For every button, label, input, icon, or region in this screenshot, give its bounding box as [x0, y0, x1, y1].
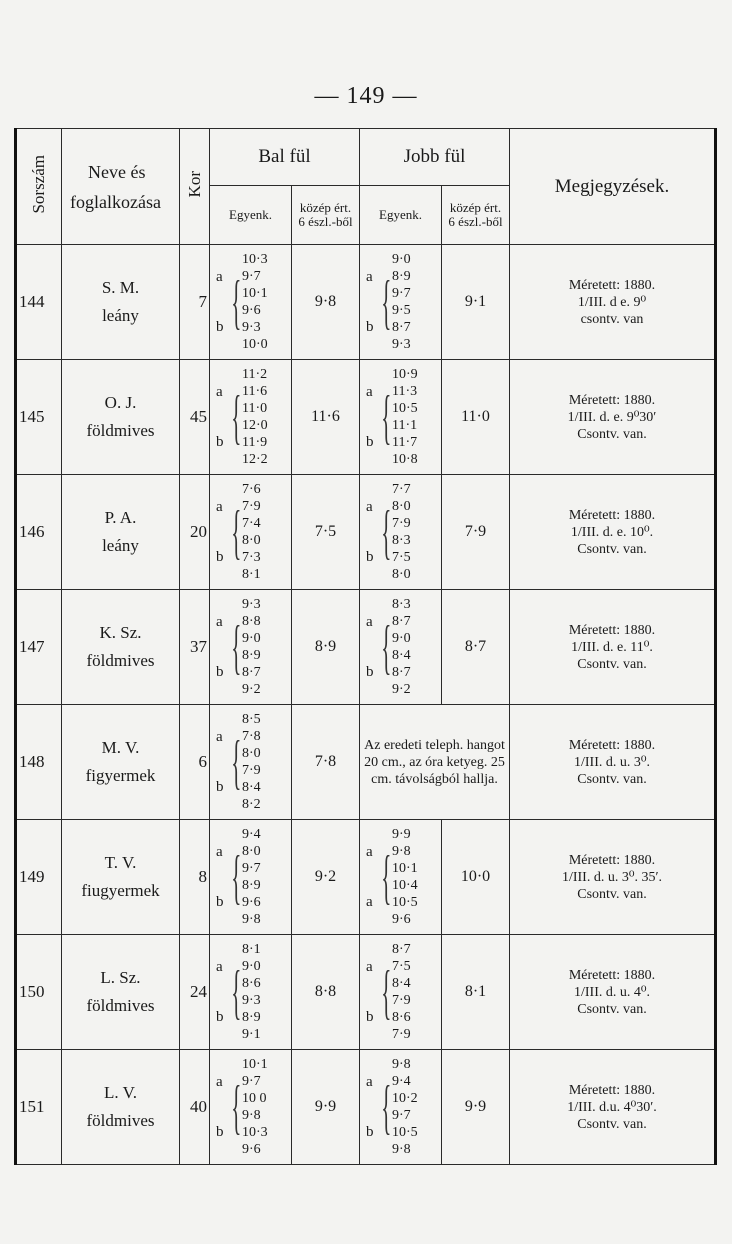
measurement-value: 11·1: [392, 418, 418, 433]
left-average: 11·6: [292, 360, 360, 475]
measurement-value: 7·5: [392, 550, 411, 565]
ear-label: a: [366, 843, 373, 860]
measurement-value: 9·3: [242, 993, 261, 1008]
measurement-value: 8·7: [392, 942, 411, 957]
left-measurements: [210, 245, 292, 360]
row-number: 147: [16, 590, 62, 705]
measurement-value: 9·1: [242, 1027, 261, 1042]
brace-icon: {: [381, 844, 392, 910]
person-initials: O. J.: [104, 393, 137, 412]
header-kor: Kor: [180, 129, 210, 245]
measurement-value: 8·4: [242, 780, 261, 795]
ear-label: a: [366, 1073, 373, 1090]
measurement-value: 8·1: [242, 942, 261, 957]
remark-line: 1/III. d.u. 4⁰30′.: [567, 1099, 657, 1115]
hearing-test-table: [14, 128, 717, 1165]
brace-icon: {: [381, 499, 392, 565]
measurement-value: 9·7: [392, 286, 411, 301]
remark-line: Méretett: 1880.: [568, 1082, 656, 1098]
measurement-value: 9·7: [242, 1074, 261, 1089]
remark: [510, 245, 716, 360]
measurement-value: 8·8: [242, 614, 261, 629]
left-measurements: [210, 360, 292, 475]
person-cell: [62, 475, 180, 590]
measurement-value: 12·2: [242, 452, 268, 467]
ear-label: b: [216, 548, 224, 565]
brace-icon: {: [231, 1074, 242, 1140]
measurement-value: 9·8: [242, 1108, 261, 1123]
row-number: 149: [16, 820, 62, 935]
ear-label: b: [216, 1123, 224, 1140]
person-cell: [62, 1050, 180, 1165]
table-row: [16, 935, 716, 1050]
remark: [510, 475, 716, 590]
remark: [510, 935, 716, 1050]
measurement-value: 8·3: [392, 597, 411, 612]
brace-icon: {: [381, 269, 392, 335]
person-occupation: földmives: [86, 1111, 155, 1130]
person-occupation: fiugyermek: [81, 881, 160, 900]
measurement-value: 11·7: [392, 435, 418, 450]
brace-icon: {: [231, 384, 242, 450]
remark: [510, 1050, 716, 1165]
brace-icon: {: [381, 614, 392, 680]
row-number: 145: [16, 360, 62, 475]
measurement-value: 8·7: [392, 614, 411, 629]
measurement-value: 9·4: [392, 1074, 411, 1089]
measurement-value: 9·5: [392, 303, 411, 318]
brace-icon: {: [231, 844, 242, 910]
measurement-value: 7·9: [242, 499, 261, 514]
person-initials: T. V.: [104, 853, 137, 872]
row-number: 146: [16, 475, 62, 590]
person-initials: S. M.: [101, 278, 140, 297]
measurement-value: 9·0: [392, 252, 411, 267]
measurement-value: 10·9: [392, 367, 418, 382]
brace-icon: {: [381, 959, 392, 1025]
measurement-value: 8·7: [392, 665, 411, 680]
table-row: [16, 820, 716, 935]
remark-line: Méretett: 1880.: [568, 967, 656, 983]
ear-label: b: [366, 318, 374, 335]
remark-line: Méretett: 1880.: [568, 737, 656, 753]
brace-icon: {: [231, 614, 242, 680]
measurement-value: 9·6: [242, 895, 261, 910]
measurement-value: 9·4: [242, 827, 261, 842]
left-measurements: [210, 705, 292, 820]
ear-label: a: [216, 958, 223, 975]
measurement-value: 8·2: [242, 797, 261, 812]
measurement-value: 9·3: [242, 320, 261, 335]
measurement-value: 9·6: [242, 303, 261, 318]
ear-label: a: [216, 383, 223, 400]
measurement-value: 10·1: [242, 286, 268, 301]
remark-line: 1/III. d. u. 3⁰.: [574, 754, 650, 770]
header-left-kozep: közép ért. 6 észl.-ből: [292, 186, 360, 245]
left-measurements: [210, 475, 292, 590]
remark-line: Méretett: 1880.: [568, 277, 656, 293]
left-average: 7·5: [292, 475, 360, 590]
measurement-value: 9·3: [242, 597, 261, 612]
header-bal-ful: Bal fül: [210, 129, 360, 186]
person-occupation: leány: [102, 306, 139, 325]
person-cell: [62, 360, 180, 475]
measurement-value: 10·2: [392, 1091, 418, 1106]
header-right-kozep: közép ért. 6 észl.-ből: [442, 186, 510, 245]
header-megjegyzesek: Megjegyzések.: [510, 129, 716, 245]
measurement-value: 9·8: [392, 1057, 411, 1072]
person-occupation: földmives: [86, 421, 155, 440]
ear-label: a: [216, 268, 223, 285]
left-average: 9·8: [292, 245, 360, 360]
right-average: 9·9: [442, 1050, 510, 1165]
ear-label: b: [216, 778, 224, 795]
measurement-value: 9·7: [242, 861, 261, 876]
right-measurements: [360, 360, 442, 475]
measurement-value: 10·1: [392, 861, 418, 876]
ear-label: b: [216, 893, 224, 910]
measurement-value: 7·7: [392, 482, 411, 497]
measurement-value: 11·0: [242, 401, 268, 416]
measurement-value: 7·9: [392, 993, 411, 1008]
measurement-value: 9·6: [392, 912, 411, 927]
remark-line: Csontv. van.: [577, 541, 647, 557]
left-average: 7·8: [292, 705, 360, 820]
person-occupation: földmives: [86, 651, 155, 670]
measurement-value: 8·9: [242, 648, 261, 663]
measurement-value: 8·4: [392, 648, 411, 663]
person-age: 20: [180, 475, 210, 590]
left-average: 8·8: [292, 935, 360, 1050]
remark: [510, 820, 716, 935]
remark-line: Csontv. van.: [577, 1001, 647, 1017]
person-initials: L. V.: [104, 1083, 137, 1102]
measurement-value: 8·6: [392, 1010, 411, 1025]
measurement-value: 11·6: [242, 384, 268, 399]
ear-label: b: [216, 663, 224, 680]
left-average: 8·9: [292, 590, 360, 705]
measurement-value: 8·0: [392, 499, 411, 514]
measurement-value: 10·8: [392, 452, 418, 467]
row-number: 148: [16, 705, 62, 820]
remark-line: Méretett: 1880.: [568, 852, 656, 868]
person-age: 7: [180, 245, 210, 360]
person-age: 24: [180, 935, 210, 1050]
right-measurements: [360, 820, 442, 935]
ear-label: b: [366, 1008, 374, 1025]
right-measurements: [360, 1050, 442, 1165]
right-note: Az eredeti teleph. hangot 20 cm., az óra ketyeg. 25 cm. távolságból hallja.: [360, 705, 510, 820]
person-cell: [62, 935, 180, 1050]
remark-line: csontv. van: [580, 311, 644, 327]
measurement-value: 8·1: [242, 567, 261, 582]
measurement-value: 10·5: [392, 895, 418, 910]
measurement-value: 8·7: [242, 665, 261, 680]
measurement-value: 9·8: [392, 1142, 411, 1157]
measurement-value: 7·4: [242, 516, 261, 531]
ear-label: a: [216, 613, 223, 630]
right-average: 8·7: [442, 590, 510, 705]
left-measurements: [210, 935, 292, 1050]
ear-label: b: [216, 1008, 224, 1025]
remark-line: Csontv. van.: [577, 1116, 647, 1132]
measurement-value: 10 0: [242, 1091, 267, 1106]
header-jobb-ful: Jobb fül: [360, 129, 510, 186]
brace-icon: {: [231, 269, 242, 335]
table-body: [16, 245, 716, 1165]
remark-line: 1/III. d e. 9⁰: [577, 294, 647, 310]
person-occupation: leány: [102, 536, 139, 555]
person-occupation: földmives: [86, 996, 155, 1015]
measurement-value: 8·0: [242, 533, 261, 548]
measurement-value: 11·9: [242, 435, 268, 450]
row-number: 144: [16, 245, 62, 360]
remark-line: 1/III. d. e. 9⁰30′: [567, 409, 657, 425]
measurement-value: 8·7: [392, 320, 411, 335]
remark-line: 1/III. d. e. 11⁰.: [571, 639, 653, 655]
table-row: [16, 590, 716, 705]
brace-icon: {: [381, 384, 392, 450]
measurement-value: 10·1: [242, 1057, 268, 1072]
measurement-value: 10·3: [242, 1125, 268, 1140]
person-initials: M. V.: [101, 738, 140, 757]
ear-label: b: [366, 548, 374, 565]
right-measurements: [360, 245, 442, 360]
remark-line: Méretett: 1880.: [568, 392, 656, 408]
remark: [510, 590, 716, 705]
measurement-value: 9·8: [392, 844, 411, 859]
ear-label: b: [216, 433, 224, 450]
measurement-value: 9·0: [242, 631, 261, 646]
person-initials: P. A.: [104, 508, 137, 527]
measurement-value: 10·5: [392, 1125, 418, 1140]
person-cell: [62, 820, 180, 935]
measurement-value: 9·0: [242, 959, 261, 974]
remark-line: Csontv. van.: [577, 656, 647, 672]
left-measurements: [210, 820, 292, 935]
ear-label: a: [216, 843, 223, 860]
ear-label: a: [366, 958, 373, 975]
ear-label: a: [216, 498, 223, 515]
brace-icon: {: [231, 729, 242, 795]
ear-label: a: [366, 893, 373, 910]
remark-line: 1/III. d. u. 4⁰.: [574, 984, 650, 1000]
measurement-value: 8·6: [242, 976, 261, 991]
measurement-value: 9·3: [392, 337, 411, 352]
row-number: 151: [16, 1050, 62, 1165]
right-average: 8·1: [442, 935, 510, 1050]
measurement-value: 10·4: [392, 878, 418, 893]
measurement-value: 9·6: [242, 1142, 261, 1157]
row-number: 150: [16, 935, 62, 1050]
right-average: 9·1: [442, 245, 510, 360]
person-age: 6: [180, 705, 210, 820]
measurement-value: 8·9: [242, 878, 261, 893]
measurement-value: 8·4: [392, 976, 411, 991]
person-cell: [62, 245, 180, 360]
right-measurements: [360, 475, 442, 590]
person-occupation: figyermek: [85, 766, 156, 785]
measurement-value: 12·0: [242, 418, 268, 433]
person-age: 45: [180, 360, 210, 475]
ear-label: a: [216, 728, 223, 745]
measurement-value: 8·9: [392, 269, 411, 284]
brace-icon: {: [381, 1074, 392, 1140]
measurement-value: 10·3: [242, 252, 268, 267]
left-average: 9·9: [292, 1050, 360, 1165]
measurement-value: 9·9: [392, 827, 411, 842]
person-cell: [62, 705, 180, 820]
measurement-value: 9·7: [392, 1108, 411, 1123]
ear-label: b: [366, 1123, 374, 1140]
remark-line: Csontv. van.: [577, 771, 647, 787]
measurement-value: 9·8: [242, 912, 261, 927]
person-initials: L. Sz.: [100, 968, 141, 987]
table-row: [16, 705, 716, 820]
measurement-value: 10·5: [392, 401, 418, 416]
ear-label: a: [366, 268, 373, 285]
measurement-value: 7·3: [242, 550, 261, 565]
remark-line: 1/III. d. e. 10⁰.: [570, 524, 654, 540]
person-age: 37: [180, 590, 210, 705]
ear-label: a: [216, 1073, 223, 1090]
measurement-value: 8·9: [242, 1010, 261, 1025]
right-measurements: [360, 590, 442, 705]
measurement-value: 9·0: [392, 631, 411, 646]
page-number: — 149 —: [314, 83, 418, 109]
left-average: 9·2: [292, 820, 360, 935]
remark-line: 1/III. d. u. 3⁰. 35′.: [561, 869, 663, 885]
remark-line: Méretett: 1880.: [568, 622, 656, 638]
remark: [510, 360, 716, 475]
measurement-value: 11·3: [392, 384, 418, 399]
brace-icon: {: [231, 499, 242, 565]
ear-label: a: [366, 613, 373, 630]
remark-line: Méretett: 1880.: [568, 507, 656, 523]
table-row: [16, 1050, 716, 1165]
measurement-value: 9·2: [242, 682, 261, 697]
measurement-value: 7·5: [392, 959, 411, 974]
measurement-value: 7·8: [242, 729, 261, 744]
person-age: 40: [180, 1050, 210, 1165]
person-cell: [62, 590, 180, 705]
remark-line: Csontv. van.: [577, 886, 647, 902]
right-average: 10·0: [442, 820, 510, 935]
measurement-value: 7·6: [242, 482, 261, 497]
measurement-value: 9·2: [392, 682, 411, 697]
measurement-value: 7·9: [242, 763, 261, 778]
brace-icon: {: [231, 959, 242, 1025]
measurement-value: 7·9: [392, 516, 411, 531]
person-age: 8: [180, 820, 210, 935]
header-name: Neve és foglalkozása: [62, 129, 180, 245]
measurement-value: 8·0: [392, 567, 411, 582]
measurement-value: 8·5: [242, 712, 261, 727]
header-left-egyenk: Egyenk.: [210, 186, 292, 245]
left-measurements: [210, 590, 292, 705]
ear-label: a: [366, 498, 373, 515]
right-average: 11·0: [442, 360, 510, 475]
ear-label: b: [366, 433, 374, 450]
table-row: [16, 360, 716, 475]
measurement-value: 7·9: [392, 1027, 411, 1042]
measurement-value: 11·2: [242, 367, 268, 382]
measurement-value: 10·0: [242, 337, 268, 352]
measurement-value: 8·0: [242, 746, 261, 761]
remark-line: Csontv. van.: [577, 426, 647, 442]
ear-label: b: [366, 663, 374, 680]
table-row: [16, 245, 716, 360]
ear-label: b: [216, 318, 224, 335]
measurement-value: 8·0: [242, 844, 261, 859]
right-average: 7·9: [442, 475, 510, 590]
header-sorszam: Sorszám: [16, 129, 62, 245]
left-measurements: [210, 1050, 292, 1165]
measurement-value: 8·3: [392, 533, 411, 548]
person-initials: K. Sz.: [99, 623, 142, 642]
measurement-value: 9·7: [242, 269, 261, 284]
remark: [510, 705, 716, 820]
header-right-egyenk: Egyenk.: [360, 186, 442, 245]
ear-label: a: [366, 383, 373, 400]
table-row: [16, 475, 716, 590]
right-measurements: [360, 935, 442, 1050]
